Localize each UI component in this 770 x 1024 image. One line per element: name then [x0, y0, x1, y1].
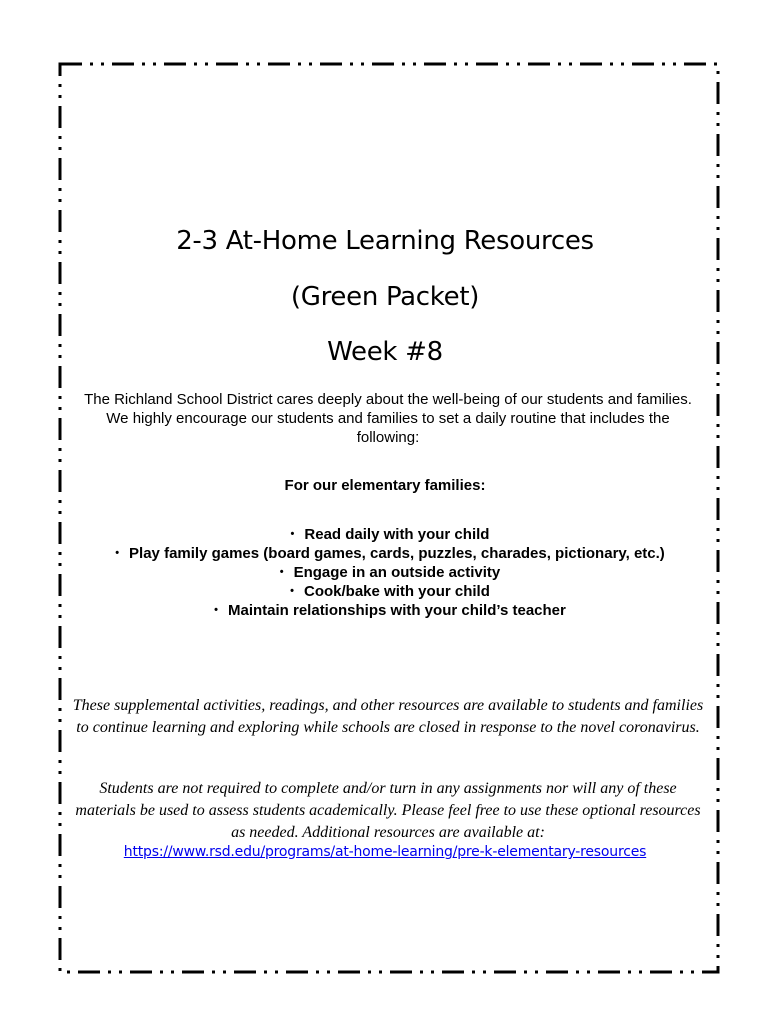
list-item: • Cook/bake with your child	[290, 583, 490, 600]
resources-link[interactable]: https://www.rsd.edu/programs/at-home-learning/pre-k-elementary-resources	[123, 844, 647, 860]
list-item: • Read daily with your child	[290, 526, 490, 543]
bullet-icon: •	[115, 547, 120, 559]
bullet-icon: •	[290, 528, 295, 540]
bullet-icon: •	[290, 585, 294, 597]
supplemental-notice: These supplemental activities, readings, and other resources are available to students and families to continue learning and exploring while schools are closed in response to the novel coronavirus.	[72, 697, 704, 736]
bullet-icon: •	[279, 566, 284, 578]
list-item: • Engage in an outside activity	[279, 564, 501, 581]
packet-subtitle: (Green Packet)	[290, 282, 480, 312]
packet-title: 2-3 At-Home Learning Resources	[176, 226, 594, 256]
intro-paragraph: The Richland School District cares deeply about the well-being of our students and families. We highly encourage our students and families to set a daily routine that includes the following:	[84, 391, 692, 446]
week-label: Week #8	[327, 337, 443, 367]
bullet-icon: •	[214, 604, 218, 616]
requirements-notice: Students are not required to complete and/or turn in any assignments nor will any of these materials be used to assess students academically. Please feel free to use these optional resources as needed. Additional resources are available at:	[75, 780, 701, 841]
routine-list	[70, 525, 710, 620]
list-item: • Maintain relationships with your child’s teacher	[214, 602, 566, 619]
list-item: • Play family games (board games, cards, puzzles, charades, pictionary, etc.)	[115, 545, 665, 562]
section-heading: For our elementary families:	[284, 477, 486, 494]
